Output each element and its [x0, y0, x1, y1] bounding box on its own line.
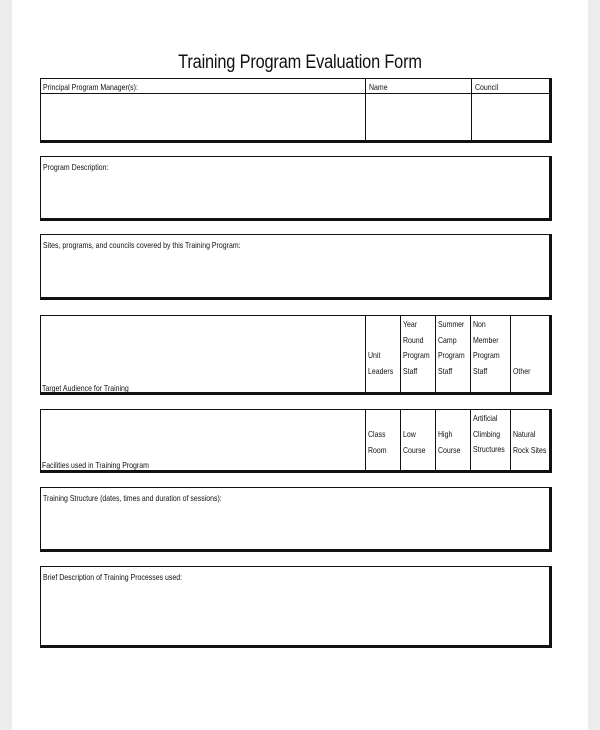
program-description-field[interactable]	[40, 156, 552, 221]
target-audience-label: Target Audience for Training	[42, 383, 129, 393]
audience-option-year-round-staff[interactable]: Year Round Program Staff	[403, 319, 430, 376]
audience-option-other[interactable]: Other	[513, 366, 531, 376]
manager-input[interactable]	[41, 95, 363, 140]
facility-option-artificial-climbing[interactable]: Artificial Climbing Structures	[473, 413, 505, 454]
name-label: Name	[369, 82, 388, 92]
council-label: Council	[475, 82, 499, 92]
manager-section	[40, 78, 552, 143]
manager-label: Principal Program Manager(s):	[43, 82, 138, 92]
facilities-section	[40, 409, 552, 473]
facility-option-high-course[interactable]: High Course	[438, 429, 461, 455]
processes-field[interactable]	[40, 566, 552, 648]
form-title: Training Program Evaluation Form	[178, 52, 422, 73]
name-input[interactable]	[367, 95, 469, 140]
facilities-label: Facilities used in Training Program	[42, 460, 149, 470]
program-description-label: Program Description:	[43, 162, 109, 172]
sites-field[interactable]	[40, 234, 552, 300]
audience-option-summer-camp-staff[interactable]: Summer Camp Program Staff	[438, 319, 465, 376]
facility-option-natural-rock[interactable]: Natural Rock Sites	[513, 429, 547, 455]
processes-label: Brief Description of Training Processes used:	[43, 572, 183, 582]
audience-option-non-member-staff[interactable]: Non Member Program Staff	[473, 319, 500, 376]
facility-option-low-course[interactable]: Low Course	[403, 429, 426, 455]
audience-option-unit-leaders[interactable]: Unit Leaders	[368, 350, 394, 376]
council-input[interactable]	[473, 95, 549, 140]
facility-option-class-room[interactable]: Class Room	[368, 429, 387, 455]
training-structure-label: Training Structure (dates, times and duration of sessions):	[43, 493, 222, 503]
target-audience-section	[40, 315, 552, 395]
sites-label: Sites, programs, and councils covered by this Training Program:	[43, 240, 241, 250]
training-structure-field[interactable]	[40, 487, 552, 552]
